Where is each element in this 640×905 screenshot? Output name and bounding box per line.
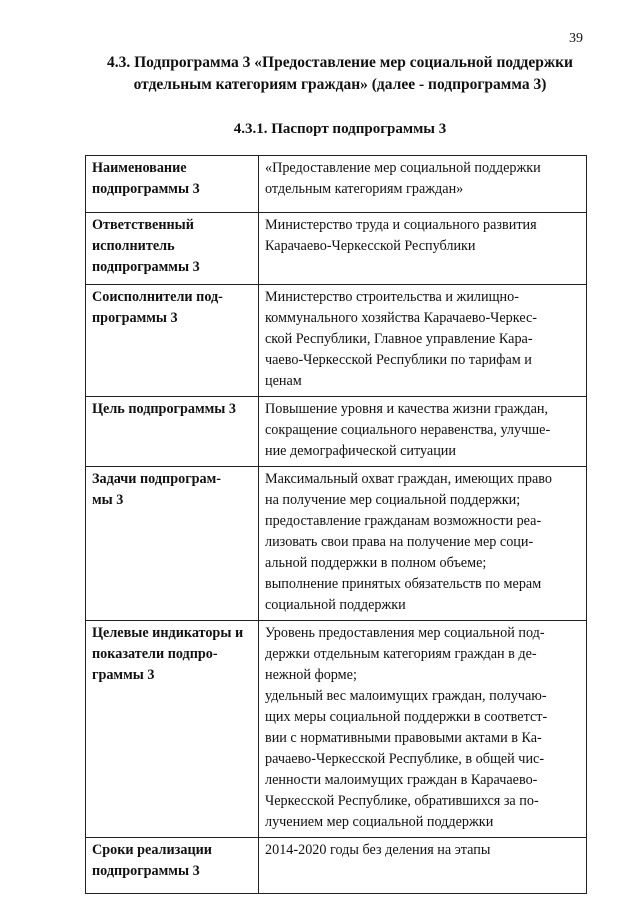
table-row xyxy=(86,156,587,213)
row-value-name xyxy=(259,156,587,213)
value-line: на получение мер социальной поддержки; xyxy=(265,492,521,508)
section-title-line: отдельным категориям граждан» (далее - подпрограмма 3) xyxy=(133,76,547,93)
table-row xyxy=(86,621,587,838)
section-title-line: 4.3. Подпрограмма 3 «Предоставление мер социальной поддержки xyxy=(107,54,573,71)
table-row xyxy=(86,285,587,397)
row-value-co-executors xyxy=(259,285,587,397)
value-line: предоставление гражданам возможности реа- xyxy=(265,513,542,529)
value-line: ленности малоимущих граждан в Карачаево- xyxy=(265,772,538,788)
row-value-tasks xyxy=(259,467,587,621)
value-line: Черкесской Республике, обратившихся за по- xyxy=(265,793,539,809)
value-line: отдельным категориям граждан» xyxy=(265,181,464,197)
row-value-indicators xyxy=(259,621,587,838)
row-label-name xyxy=(86,156,259,213)
table-row xyxy=(86,467,587,621)
value-line: Максимальный охват граждан, имеющих право xyxy=(265,471,552,487)
table-row xyxy=(86,838,587,894)
value-line: вии с нормативными правовыми актами в Ка- xyxy=(265,730,542,746)
row-value-responsible xyxy=(259,213,587,285)
label-line: Соисполнители под- xyxy=(92,289,223,305)
value-line: Повышение уровня и качества жизни граждан, xyxy=(265,401,549,417)
row-label-co-executors xyxy=(86,285,259,397)
value-line: сокращение социального неравенства, улучше- xyxy=(265,422,551,438)
table-row xyxy=(86,213,587,285)
value-line: лизовать свои права на получение мер соци- xyxy=(265,534,534,550)
label-line: Задачи подпрограм- xyxy=(92,471,222,487)
label-line: Ответственный xyxy=(92,217,194,233)
label-line: показатели подпро- xyxy=(92,646,218,662)
value-line: ценам xyxy=(265,373,302,389)
label-line: подпрограммы 3 xyxy=(92,863,200,879)
value-line: ние демографической ситуации xyxy=(265,443,456,459)
value-line: Министерство труда и социального развития xyxy=(265,217,537,233)
value-line: Министерство строительства и жилищно- xyxy=(265,289,519,305)
value-line: держки отдельным категориям граждан в де- xyxy=(265,646,537,662)
label-line: подпрограммы 3 xyxy=(92,259,200,275)
value-line: лучением мер социальной поддержки xyxy=(265,814,494,830)
label-line: мы 3 xyxy=(92,492,124,508)
value-line: рачаево-Черкесской Республике, в общей чис- xyxy=(265,751,545,767)
page-number: 39 xyxy=(569,31,583,46)
row-label-tasks xyxy=(86,467,259,621)
row-value-timeline xyxy=(259,838,587,894)
value-line: «Предоставление мер социальной поддержки xyxy=(265,160,541,176)
value-line: ской Республики, Главное управление Кара- xyxy=(265,331,533,347)
passport-table xyxy=(85,155,587,894)
table-row xyxy=(86,397,587,467)
row-label-indicators xyxy=(86,621,259,838)
label-line: исполнитель xyxy=(92,238,175,254)
value-line: щих меры социальной поддержки в соответст- xyxy=(265,709,548,725)
value-line: выполнение принятых обязательств по мерам xyxy=(265,576,542,592)
subsection-title: 4.3.1. Паспорт подпрограммы 3 xyxy=(233,121,447,137)
label-line: программы 3 xyxy=(92,310,178,326)
value-line: 2014-2020 годы без деления на этапы xyxy=(265,842,491,858)
label-line: Наименование xyxy=(92,160,187,176)
value-line: альной поддержки в полном объеме; xyxy=(265,555,487,571)
value-line: социальной поддержки xyxy=(265,597,406,613)
label-line: подпрограммы 3 xyxy=(92,181,200,197)
section-title xyxy=(60,52,620,96)
value-line: коммунального хозяйства Карачаево-Черкес- xyxy=(265,310,537,326)
label-line: Целевые индикаторы и xyxy=(92,625,244,641)
row-label-goal xyxy=(86,397,259,467)
label-line: Цель подпрограммы 3 xyxy=(92,401,237,417)
row-value-goal xyxy=(259,397,587,467)
value-line: Карачаево-Черкесской Республики xyxy=(265,238,476,254)
value-line: Уровень предоставления мер социальной под- xyxy=(265,625,545,641)
value-line: чаево-Черкесской Республики по тарифам и xyxy=(265,352,532,368)
row-label-timeline xyxy=(86,838,259,894)
label-line: граммы 3 xyxy=(92,667,155,683)
label-line: Сроки реализации xyxy=(92,842,212,858)
row-label-responsible xyxy=(86,213,259,285)
value-line: удельный вес малоимущих граждан, получаю- xyxy=(265,688,547,704)
value-line: нежной форме; xyxy=(265,667,357,683)
